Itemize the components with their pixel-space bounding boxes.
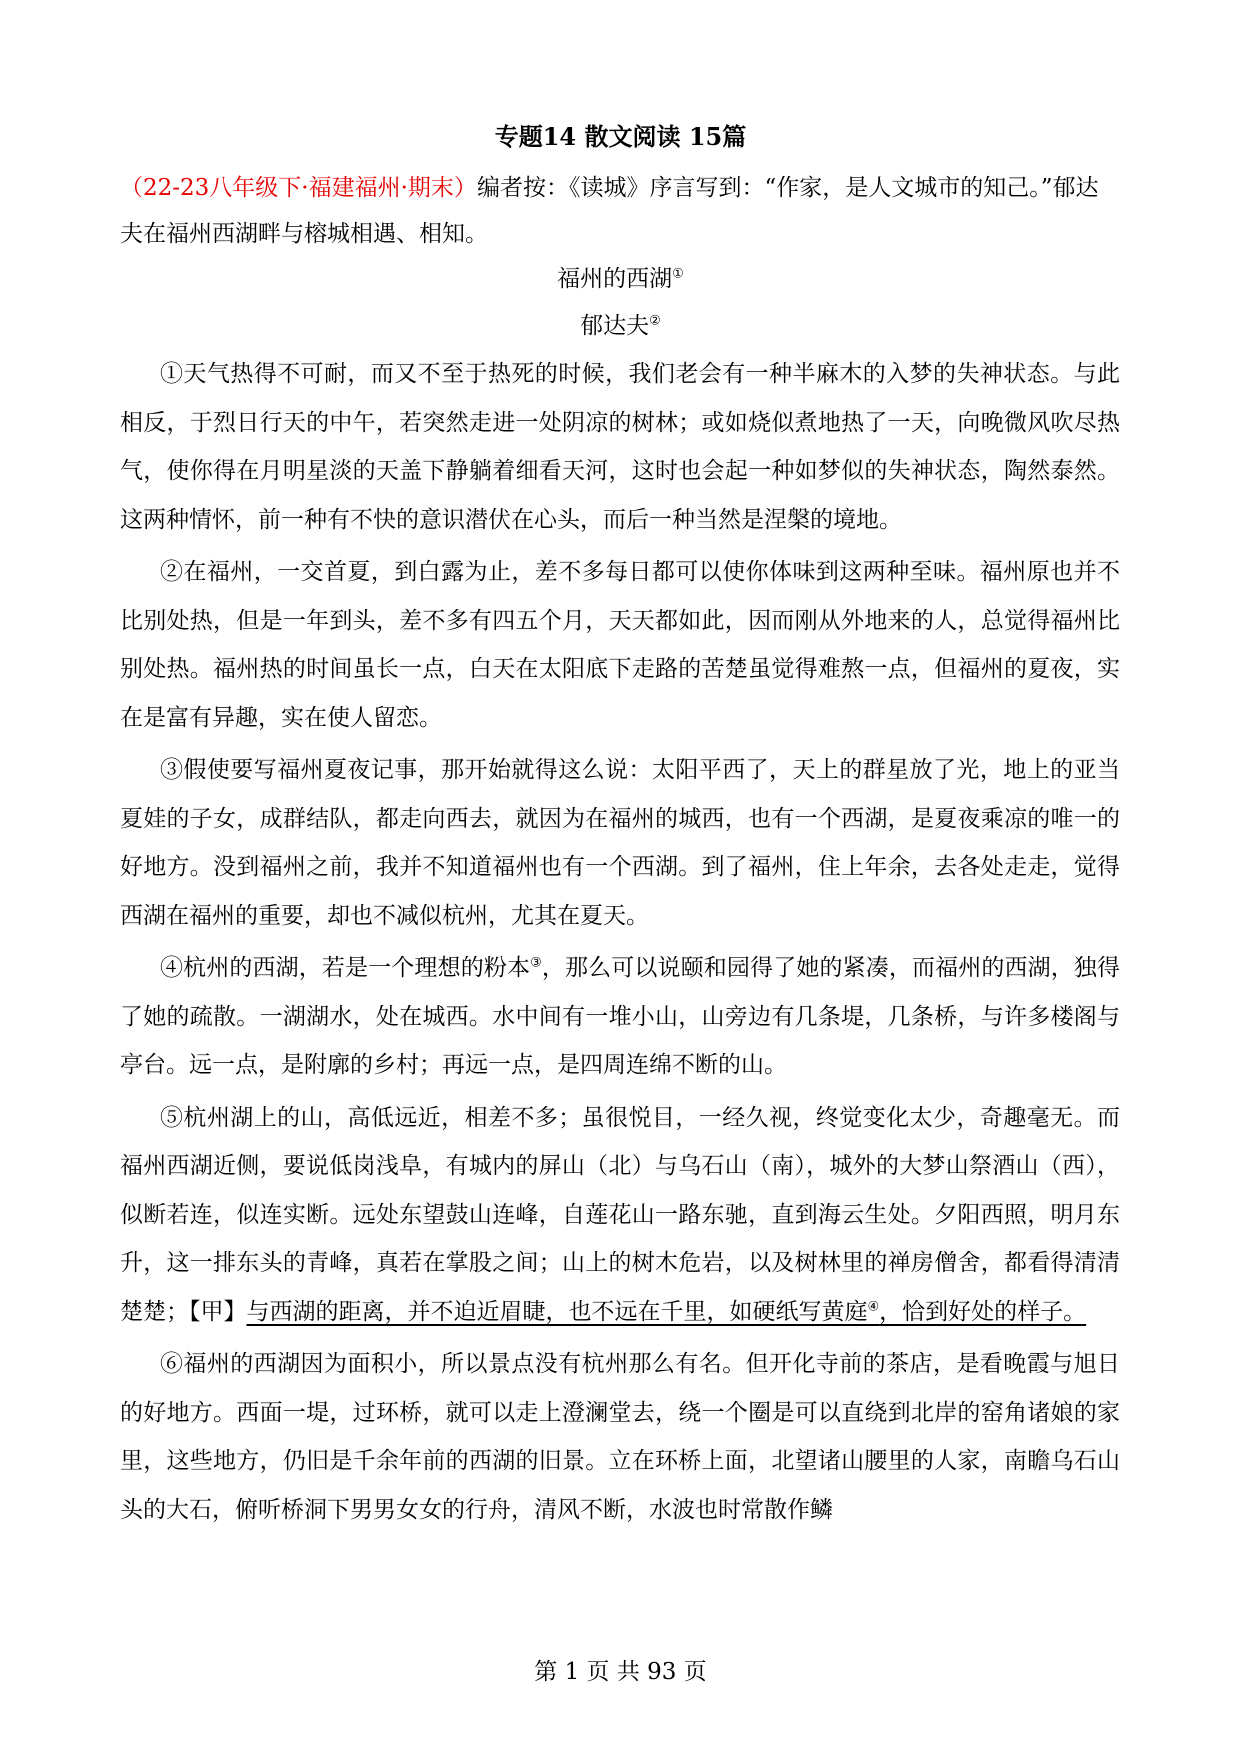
- author-line: [0, 309, 1241, 343]
- paragraph-2: [120, 548, 1120, 742]
- paragraph-3: [120, 746, 1120, 940]
- paragraph-4: [120, 944, 1120, 1090]
- article-body: [120, 350, 1120, 1534]
- passage-marker: 【甲】: [189, 1298, 247, 1325]
- editor-note-text: 编者按：《读城》序言写到：“作家，是人文城市的知己。”郁达夫在福州西湖畔与榕城相遇、相知。: [120, 175, 1099, 247]
- footnote-marker: ④: [867, 1298, 880, 1314]
- paragraph-text: ②在福州，一交首夏，到白露为止，差不多每日都可以使你体味到这两种至味。福州原也并不比别处热，但是一年到头，差不多有四五个月，天天都如此，因而刚从外地来的人，总觉得福州比别处热。福州热的时间虽长一点，白天在太阳底下走路的苦楚虽觉得难熬一点，但福州的夏夜，实在是富有异趣，实在使人留恋。: [120, 559, 1120, 731]
- paragraph-1: [120, 350, 1120, 544]
- editor-note: [120, 165, 1120, 257]
- underlined-text: 与西湖的距离，并不迫近眉睫，也不远在千里，如硬纸写黄庭: [246, 1298, 868, 1325]
- page-title: 专题14 散文阅读 15篇: [494, 122, 747, 151]
- underlined-text: ，恰到好处的样子。: [879, 1298, 1087, 1325]
- paragraph-text: ⑥福州的西湖因为面积小，所以景点没有杭州那么有名。但开化寺前的茶店，是看晚霞与旭日的好地方。西面一堤，过环桥，就可以走上澄澜堂去，绕一个圈是可以直绕到北岸的窑角诸娘的家里，这些地方，仍旧是千余年前的西湖的旧景。立在环桥上面，北望诸山腰里的人家，南瞻乌石山头的大石，俯听桥洞下男男女女的行舟，清风不断，水波也时常散作鳞: [120, 1351, 1120, 1523]
- paragraph-6: [120, 1340, 1120, 1534]
- footnote-marker: ①: [672, 266, 684, 282]
- paragraph-5: [120, 1094, 1120, 1337]
- article-title: 福州的西湖: [557, 266, 673, 292]
- underlined-sentence: [247, 1299, 1087, 1325]
- page-footer: 第 1 页 共 93 页: [534, 1659, 707, 1685]
- paragraph-text: ⑤杭州湖上的山，高低远近，相差不多；虽很悦目，一经久视，终觉变化太少，奇趣毫无。而福州西湖近侧，要说低岗浅阜，有城内的屏山（北）与乌石山（南），城外的大梦山祭酒山（西），似断若连，似连实断。远处东望鼓山连峰，自莲花山一路东驰，直到海云生处。夕阳西照，明月东升，这一排东头的青峰，真若在掌股之间；山上的树木危岩，以及树林里的禅房僧舍，都看得清清楚楚；: [120, 1104, 1120, 1325]
- footnote-marker: ②: [649, 313, 661, 329]
- source-tag: （22-23八年级下·福建福州·期末）: [120, 175, 477, 201]
- paragraph-text: ，那么可以说颐和园得了她的紧凑，而福州的西湖，独得了她的疏散。一湖湖水，处在城西。水中间有一堆小山，山旁边有几条堤，几条桥，与许多楼阁与亭台。远一点，是附廓的乡村；再远一点，是四周连绵不断的山。: [120, 955, 1121, 1078]
- footnote-marker: ③: [530, 955, 542, 971]
- paragraph-text: ③假使要写福州夏夜记事，那开始就得这么说：太阳平西了，天上的群星放了光，地上的亚当夏娃的子女，成群结队，都走向西去，就因为在福州的城西，也有一个西湖，是夏夜乘凉的唯一的好地方。没到福州之前，我并不知道福州也有一个西湖。到了福州，住上年余，去各处走走，觉得西湖在福州的重要，却也不减似杭州，尤其在夏天。: [120, 757, 1120, 929]
- article-title-line: [0, 262, 1241, 296]
- author-name: 郁达夫: [580, 313, 650, 339]
- paragraph-text: ④杭州的西湖，若是一个理想的粉本: [160, 955, 531, 981]
- paragraph-text: ①天气热得不可耐，而又不至于热死的时候，我们老会有一种半麻木的入梦的失神状态。与此相反，于烈日行天的中午，若突然走进一处阴凉的树林；或如烧似煮地热了一天，向晚微风吹尽热气，使你得在月明星淡的天盖下静躺着细看天河，这时也会起一种如梦似的失神状态，陶然泰然。这两种情怀，前一种有不快的意识潜伏在心头，而后一种当然是涅槃的境地。: [120, 361, 1120, 533]
